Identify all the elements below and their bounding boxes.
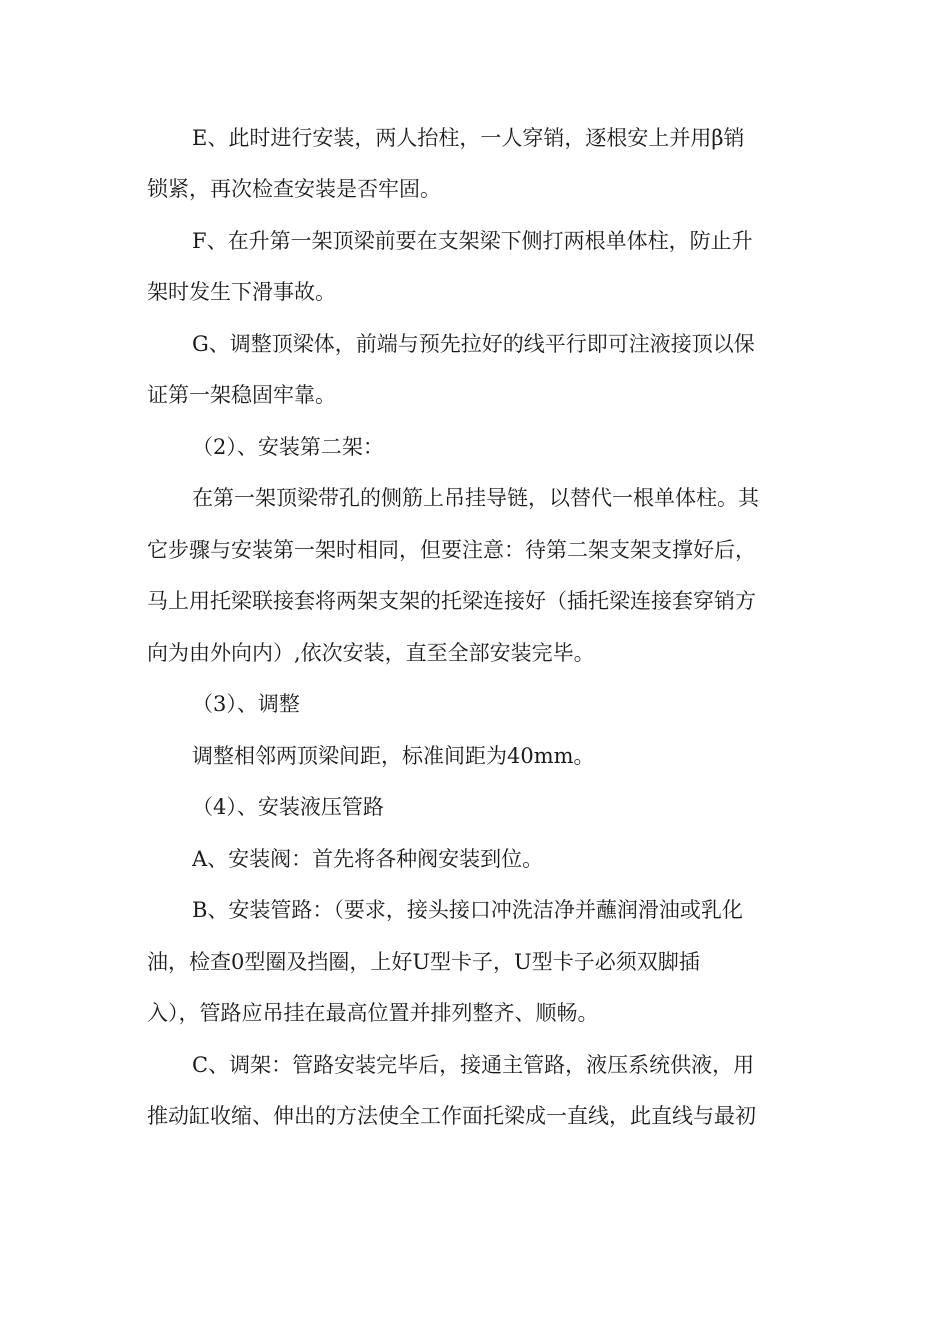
paragraph-second-frame-line-1: 在第一架顶梁带孔的侧筋上吊挂导链，以替代一根单体柱。其 — [192, 486, 759, 510]
paragraph-c-line-1: C、调架：管路安装完毕后，接通主管路，液压系统供液，用 — [192, 1053, 755, 1077]
paragraph-adjust: 调整相邻两顶梁间距，标准间距为40mm。 — [192, 744, 595, 768]
paragraph-f-line-2: 架时发生下滑事故。 — [147, 280, 336, 304]
paragraph-e-line-1: E、此时进行安装，两人抬柱，一人穿销，逐根安上并用β销 — [192, 126, 745, 150]
paragraph-g-line-2: 证第一架稳固牢靠。 — [147, 383, 336, 407]
paragraph-b-line-3: 入），管路应吊挂在最高位置并排列整齐、顺畅。 — [147, 1001, 599, 1025]
paragraph-f-line-1: F、在升第一架顶梁前要在支架梁下侧打两根单体柱，防止升 — [192, 229, 753, 253]
section-heading-3: （3）、调整 — [192, 692, 300, 716]
paragraph-second-frame-line-4: 向为由外向内）,依次安装，直至全部安装完毕。 — [147, 641, 595, 665]
paragraph-second-frame-line-2: 它步骤与安装第一架时相同，但要注意：待第二架支架支撑好后， — [147, 538, 756, 562]
section-heading-4: （4）、安装液压管路 — [192, 795, 384, 819]
paragraph-b-line-2: 油，检查0型圈及挡圈，上好U型卡子，U型卡子必须双脚插 — [147, 950, 700, 974]
paragraph-g-line-1: G、调整顶梁体，前端与预先拉好的线平行即可注液接顶以保 — [192, 332, 755, 356]
paragraph-b-line-1: B、安装管路：（要求，接头接口冲洗洁净并蘸润滑油或乳化 — [192, 898, 743, 922]
paragraph-second-frame-line-3: 马上用托梁联接套将两架支架的托梁连接好（插托梁连接套穿销方 — [147, 589, 756, 613]
paragraph-c-line-2: 推动缸收缩、伸出的方法使全工作面托梁成一直线，此直线与最初 — [147, 1104, 756, 1128]
section-heading-2: （2）、安装第二架： — [192, 435, 384, 459]
paragraph-e-line-2: 锁紧，再次检查安装是否牢固。 — [147, 177, 441, 201]
paragraph-a: A、安装阀：首先将各种阀安装到位。 — [192, 847, 544, 871]
